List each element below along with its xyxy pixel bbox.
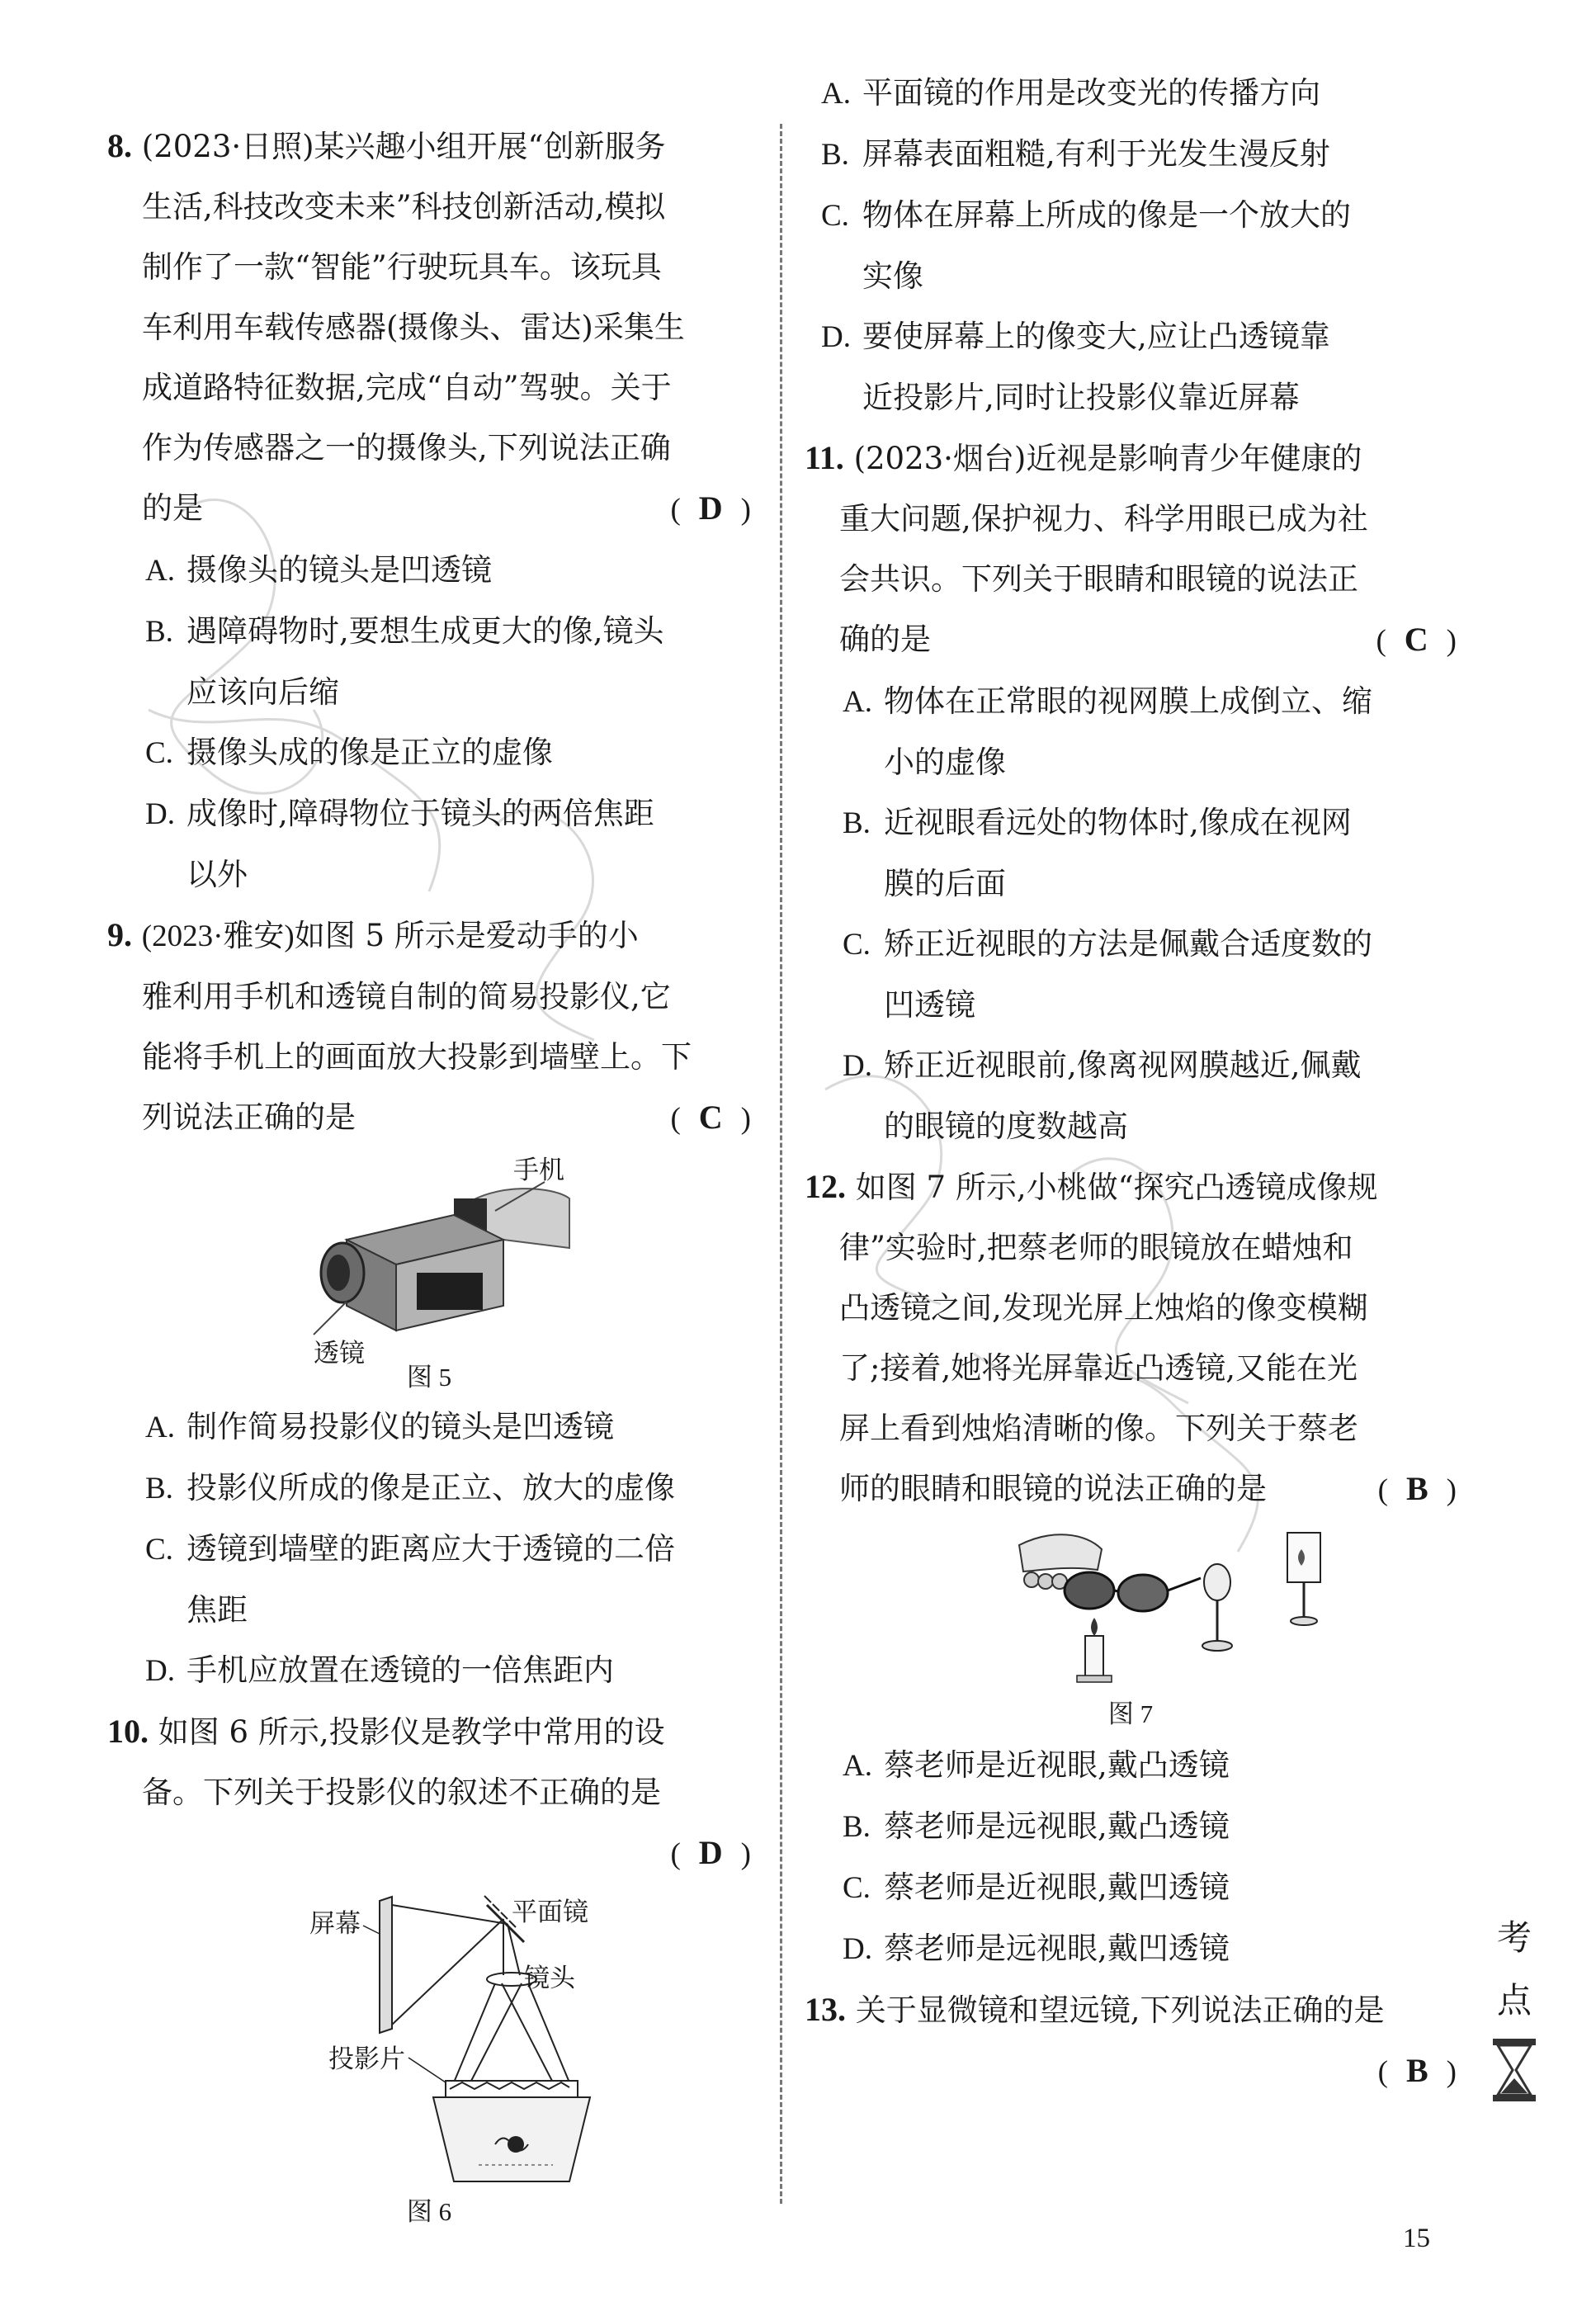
option-d: D. 手机应放置在透镜的一倍焦距内: [145, 1652, 614, 1688]
question-number: 9.: [107, 916, 132, 953]
answer-value: C: [698, 1099, 723, 1136]
option-b: B. 屏幕表面粗糙,有利于光发生漫反射: [821, 136, 1330, 172]
question-number: 11.: [805, 439, 844, 476]
question-text-line: 作为传感器之一的摄像头,下列说法正确: [142, 430, 671, 466]
side-tab-text-2: 点: [1496, 1980, 1532, 2021]
option-c: C. 矫正近视眼的方法是佩戴合适度数的: [843, 926, 1372, 962]
figure-6: [107, 1884, 751, 2231]
question-text-line: 确的是: [839, 622, 931, 657]
figure-caption: 图 5: [406, 1363, 452, 1392]
question-8: [107, 116, 751, 905]
projector-diagram: [107, 1884, 751, 2190]
option-b: B. 近视眼看远处的物体时,像成在视网: [843, 805, 1352, 840]
option-c: C. 摄像头成的像是正立的虚像: [145, 735, 553, 770]
question-text-line: 律”实验时,把蔡老师的眼镜放在蜡烛和: [839, 1230, 1353, 1265]
option-c: C. 蔡老师是近视眼,戴凹透镜: [843, 1869, 1230, 1905]
question-text-line: (2023·日照)某兴趣小组开展“创新服务: [141, 129, 666, 164]
question-text-line: 如图 5 所示是爱动手的小: [294, 918, 639, 953]
hourglass-icon: [1490, 2037, 1539, 2103]
figure-caption: 图 7: [1107, 1699, 1154, 1728]
lens-experiment-illustration: [805, 1520, 1457, 1694]
question-11: [805, 428, 1457, 1156]
question-text-line: 凸透镜之间,发现光屏上烛焰的像变模糊: [839, 1290, 1368, 1326]
question-text-line: 关于显微镜和望远镜,下列说法正确的是: [855, 1992, 1385, 2028]
option-d: D. 要使屏幕上的像变大,应让凸透镜靠: [821, 319, 1330, 354]
answer-bracket: ( B ): [805, 2040, 1457, 2102]
question-text-line: 车利用车载传感器(摄像头、雷达)采集生: [142, 310, 685, 345]
option-c-continued: 焦距: [187, 1592, 248, 1628]
option-c-continued: 实像: [862, 258, 923, 294]
question-text-line: 能将手机上的画面放大投影到墙壁上。下: [142, 1039, 692, 1075]
question-number: 8.: [107, 127, 132, 164]
column-divider: [780, 124, 782, 2204]
side-tab: [1477, 1907, 1551, 2123]
option-b: B. 遇障碍物时,要想生成更大的像,镜头: [145, 613, 664, 649]
option-a: A. 物体在正常眼的视网膜上成倒立、缩: [843, 683, 1372, 719]
question-text-line: (2023·烟台)近视是影响青少年健康的: [853, 441, 1362, 476]
option-c: C. 透镜到墙壁的距离应大于透镜的二倍: [145, 1531, 675, 1567]
answer-value: D: [698, 489, 723, 527]
question-text-line: 制作了一款“智能”行驶玩具车。该玩具: [142, 249, 662, 285]
right-column: [805, 75, 1457, 2102]
figure-label-phone: 手机: [513, 1156, 564, 1185]
question-text-line: 如图 7 所示,小桃做“探究凸透镜成像规: [855, 1170, 1378, 1205]
answer-bracket: ( D ): [670, 478, 751, 540]
page-number: 15: [1403, 2224, 1430, 2253]
figure-label-screen: 屏幕: [309, 1909, 361, 1939]
question-10-options: [805, 63, 1457, 428]
answer-value: D: [698, 1834, 723, 1871]
side-tab-text-1: 考: [1496, 1917, 1532, 1958]
option-a: A. 制作简易投影仪的镜头是凹透镜: [145, 1409, 614, 1444]
answer-value: C: [1404, 621, 1428, 658]
option-c: C. 物体在屏幕上所成的像是一个放大的: [821, 197, 1351, 233]
figure-5: [107, 1149, 751, 1397]
question-number: 10.: [107, 1713, 149, 1750]
option-d-continued: 的眼镜的度数越高: [884, 1108, 1128, 1144]
phone-projector-illustration: [107, 1149, 751, 1355]
option-d-continued: 近投影片,同时让投影仪靠近屏幕: [862, 380, 1300, 415]
question-text-line: 师的眼睛和眼镜的说法正确的是: [839, 1471, 1267, 1506]
question-text-line: 成道路特征数据,完成“自动”驾驶。关于: [142, 370, 672, 405]
option-d-continued: 以外: [187, 857, 248, 892]
option-b: B. 投影仪所成的像是正立、放大的虚像: [145, 1470, 675, 1505]
figure-label-mirror: 平面镜: [512, 1898, 588, 1927]
answer-bracket: ( B ): [1378, 1458, 1457, 1520]
option-a: A. 蔡老师是近视眼,戴凸透镜: [843, 1747, 1230, 1783]
option-a-continued: 小的虚像: [884, 744, 1006, 780]
question-text-line: 备。下列关于投影仪的叙述不正确的是: [142, 1775, 661, 1810]
answer-bracket: ( C ): [1376, 609, 1457, 671]
question-text-line: 了;接着,她将光屏靠近凸透镜,又能在光: [839, 1350, 1358, 1386]
figure-label-lens: 透镜: [314, 1339, 365, 1368]
answer-bracket: ( D ): [107, 1822, 751, 1884]
question-text-line: 重大问题,保护视力、科学用眼已成为社: [839, 501, 1368, 536]
question-text-line: 屏上看到烛焰清晰的像。下列关于蔡老: [839, 1411, 1358, 1446]
option-d: D. 蔡老师是远视眼,戴凹透镜: [843, 1931, 1230, 1966]
question-text-line: 雅利用手机和透镜自制的简易投影仪,它: [142, 979, 671, 1014]
figure-label-slide: 投影片: [328, 2044, 405, 2074]
option-b-continued: 应该向后缩: [187, 674, 339, 710]
option-d: D. 成像时,障碍物位于镜头的两倍焦距: [145, 796, 654, 831]
option-b: B. 蔡老师是远视眼,戴凸透镜: [843, 1808, 1230, 1844]
question-text-line: 列说法正确的是: [142, 1099, 356, 1135]
answer-value: B: [1405, 1470, 1428, 1507]
question-text-line: 会共识。下列关于眼睛和眼镜的说法正: [839, 561, 1358, 597]
option-b-continued: 膜的后面: [884, 866, 1006, 901]
option-d: D. 矫正近视眼前,像离视网膜越近,佩戴: [843, 1047, 1362, 1083]
answer-value: B: [1405, 2052, 1428, 2089]
answer-bracket: ( C ): [670, 1087, 751, 1149]
option-a: A. 摄像头的镜头是凹透镜: [145, 552, 492, 588]
question-text-line: 如图 6 所示,投影仪是教学中常用的设: [158, 1714, 665, 1750]
figure-label-lens: 镜头: [524, 1964, 575, 1993]
figure-7: [805, 1520, 1457, 1735]
figure-caption: 图 6: [406, 2197, 452, 2226]
question-number: 12.: [805, 1168, 846, 1205]
left-column: [107, 116, 751, 2231]
question-text-line: 生活,科技改变未来”科技创新活动,模拟: [142, 189, 666, 225]
option-c-continued: 凹透镜: [884, 987, 975, 1023]
question-10: [107, 1701, 751, 2231]
question-number: 13.: [805, 1991, 846, 2028]
question-13: [805, 1979, 1457, 2102]
question-source: (2023·雅安): [141, 919, 295, 953]
question-12: [805, 1156, 1457, 1979]
question-9: [107, 905, 751, 1701]
question-text-line: 的是: [142, 490, 203, 526]
option-a: A. 平面镜的作用是改变光的传播方向: [821, 75, 1320, 111]
